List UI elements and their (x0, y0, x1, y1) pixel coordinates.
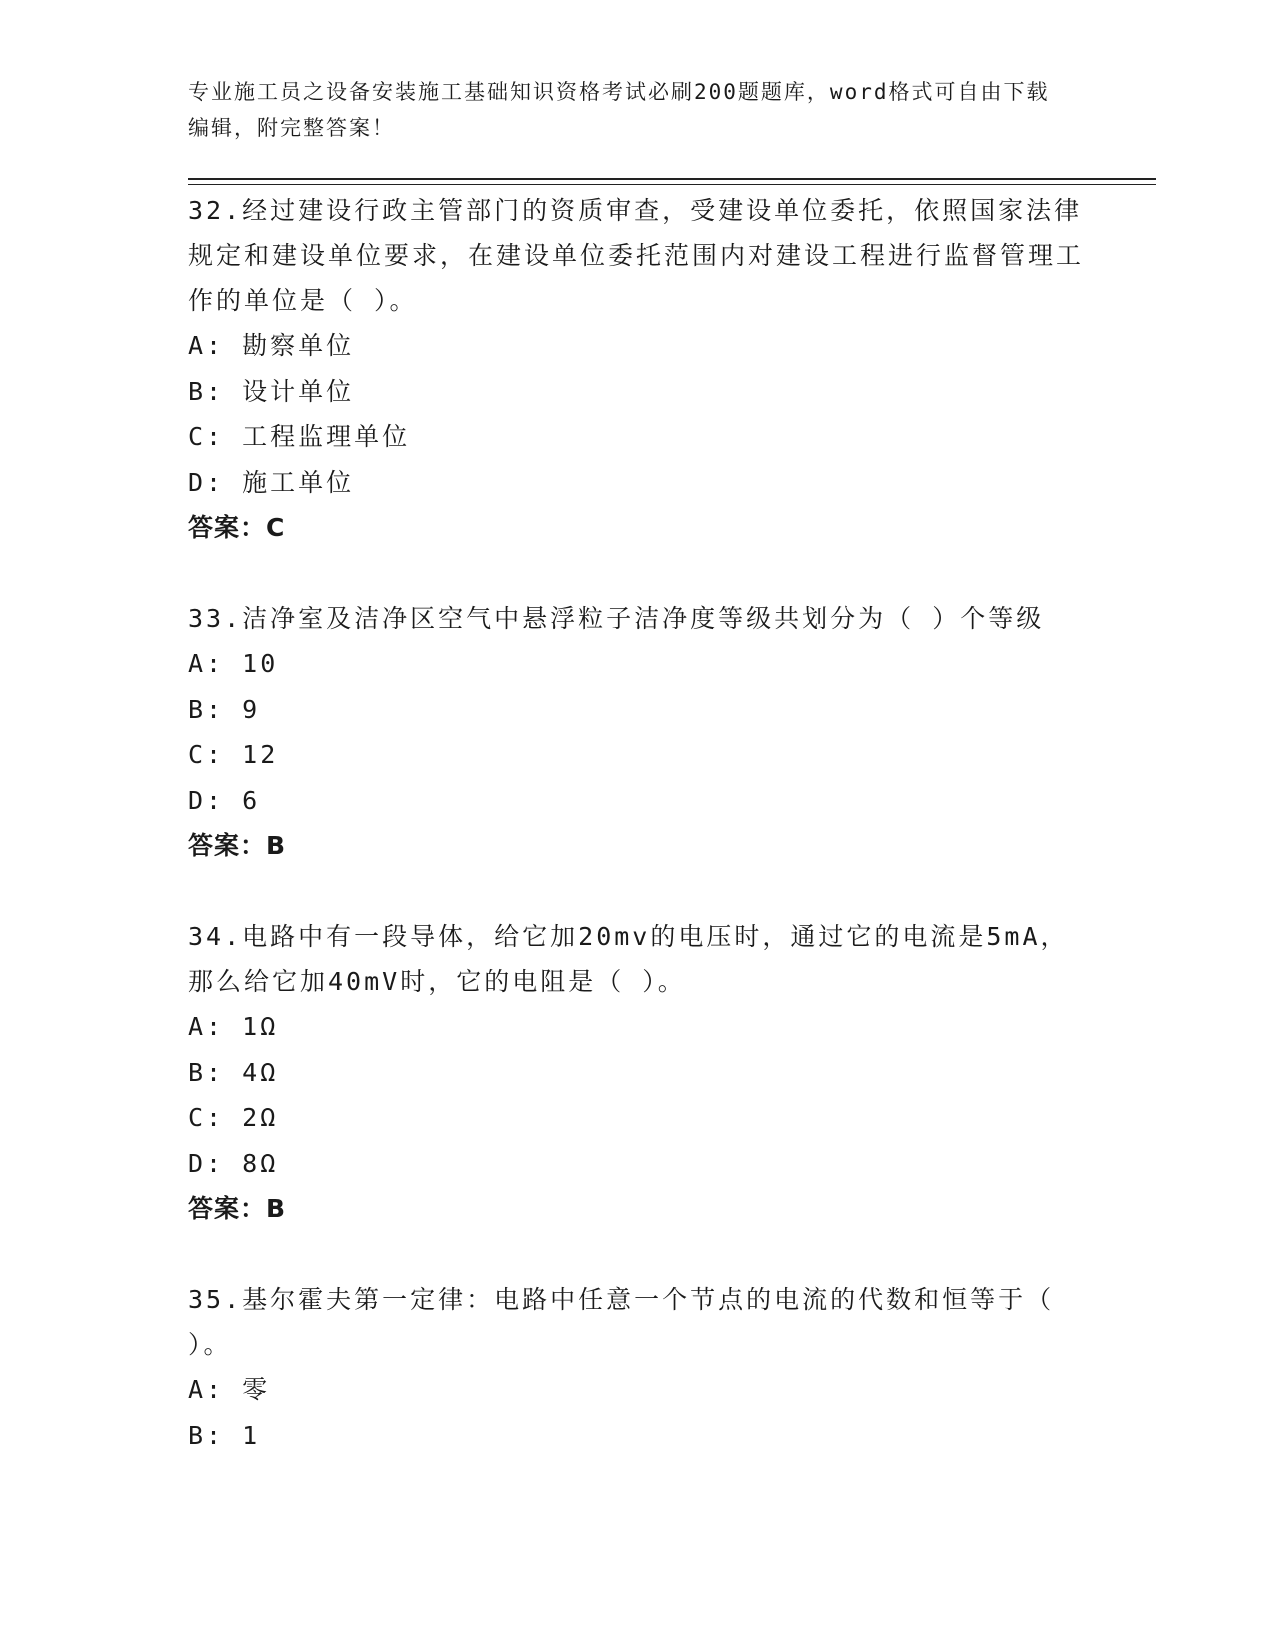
option-c: C: 2Ω (188, 1103, 279, 1132)
option-b: B: 4Ω (188, 1057, 279, 1087)
question-33 (188, 596, 1088, 868)
header-divider-thick (188, 178, 1156, 180)
option-a: A: 勘察单位 (188, 331, 355, 360)
option-a: A: 1Ω (188, 1012, 279, 1041)
option-d: D: 6 (188, 785, 261, 815)
option-b: B: 1 (188, 1420, 261, 1450)
option-d: D: 施工单位 (188, 467, 355, 497)
answer-label: 答案：C (188, 513, 286, 542)
option-d: D: 8Ω (188, 1148, 279, 1178)
question-text: 33.洁净室及洁净区空气中悬浮粒子洁净度等级共划分为（ ）个等级 (188, 604, 1045, 633)
question-text: 34.电路中有一段导体，给它加20mv的电压时，通过它的电流是5mA，那么给它加40mV时，它的电阻是（ ）。 (188, 922, 1069, 996)
option-c: C: 工程监理单位 (188, 422, 411, 451)
option-b: B: 9 (188, 694, 261, 724)
question-34 (188, 914, 1088, 1231)
question-text: 35.基尔霍夫第一定律：电路中任意一个节点的电流的代数和恒等于（ ）。 (188, 1285, 1055, 1359)
question-list (188, 188, 1088, 1504)
option-a: A: 零 (188, 1375, 271, 1404)
document-header: 专业施工员之设备安装施工基础知识资格考试必刷200题题库，word格式可自由下载编辑，附完整答案！ (188, 80, 1050, 140)
answer-label: 答案：B (188, 831, 287, 860)
question-text: 32.经过建设行政主管部门的资质审查，受建设单位委托，依照国家法律规定和建设单位要求，在建设单位委托范围内对建设工程进行监督管理工作的单位是（ ）。 (188, 196, 1085, 315)
header-divider-thin (188, 184, 1156, 185)
option-c: C: 12 (188, 740, 279, 769)
answer-label: 答案：B (188, 1194, 287, 1223)
question-35 (188, 1277, 1088, 1458)
option-b: B: 设计单位 (188, 376, 355, 406)
option-a: A: 10 (188, 649, 279, 678)
question-32 (188, 188, 1088, 550)
